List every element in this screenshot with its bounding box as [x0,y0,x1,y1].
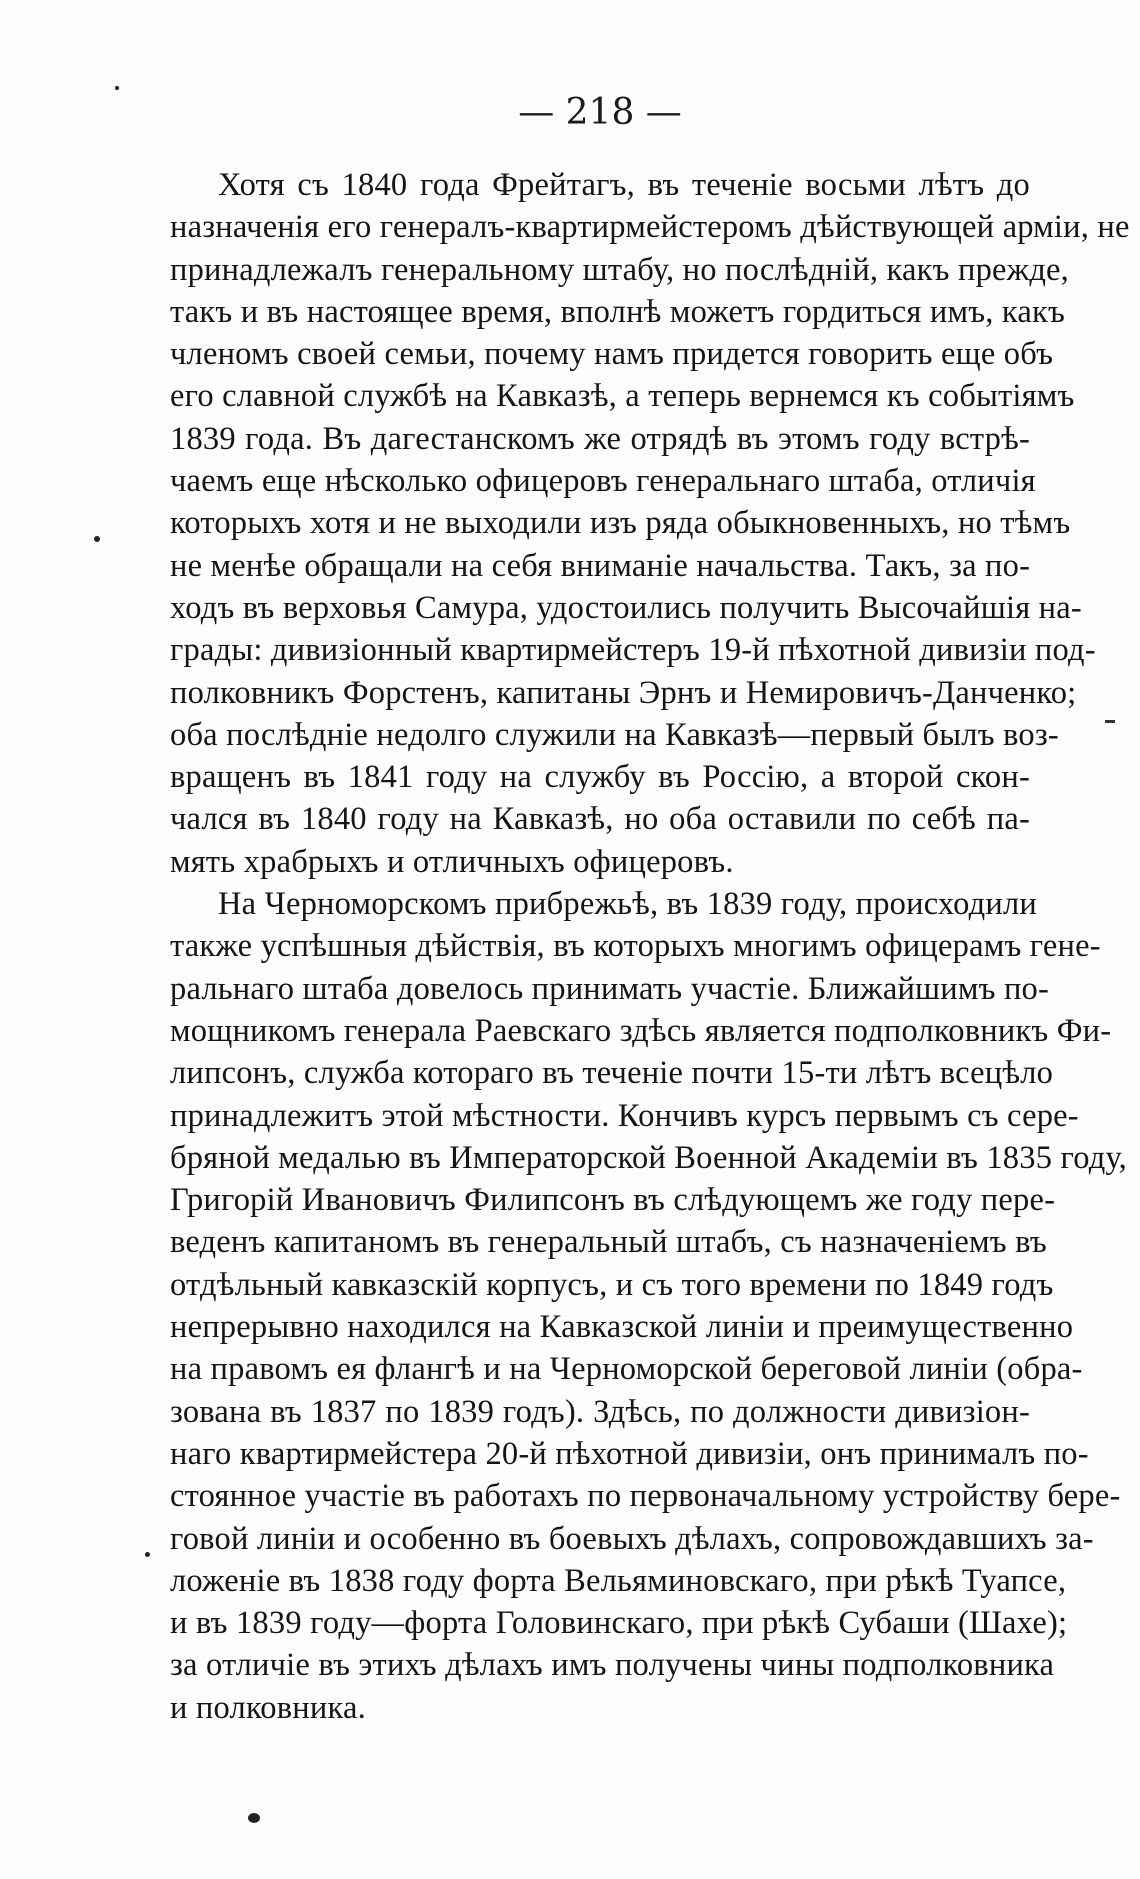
text-line: его славной службѣ на Кавказѣ, а теперь вернемся къ событіямъ [170,378,1075,415]
text-line: грады: дивизіонный квартирмейстеръ 19-й пѣхотной дивизіи под- [170,632,1096,669]
scan-mark [1105,720,1115,723]
text-line: 1839 года. Въ дагестанскомъ же отрядѣ въ этомъ году встрѣ- [170,420,1030,457]
text-line: На Черноморскомъ прибрежьѣ, въ 1839 году, происходили [218,886,1037,923]
text-line: такъ и въ настоящее время, вполнѣ можетъ гордиться имъ, какъ [170,293,1066,330]
text-line: чался въ 1840 году на Кавказѣ, но оба оставили по себѣ па- [170,801,1030,838]
text-line: полковникъ Форстенъ, капитаны Эрнъ и Немировичъ-Данченко; [170,674,1077,711]
text-line: зована въ 1837 по 1839 годъ). Здѣсь, по должности дивизіон- [170,1393,1030,1430]
text-line: непрерывно находился на Кавказской линіи и преимущественно [170,1309,1074,1346]
text-line: веденъ капитаномъ въ генеральный штабъ, съ назначеніемъ въ [170,1224,1047,1261]
text-line: членомъ своей семьи, почему намъ придется говорить еще объ [170,336,1054,373]
text-line: вращенъ въ 1841 году на службу въ Россію, а второй скон- [170,759,1030,796]
text-line: назначенія его генералъ-квартирмейстеромъ дѣйствующей арміи, не [170,209,1130,246]
text-line: мощникомъ генерала Раевскаго здѣсь является подполковникъ Фи- [170,1012,1112,1049]
text-line: чаемъ еще нѣсколько офицеровъ генеральнаго штаба, отличія [170,463,1036,500]
page-number: — 218 — [518,92,682,133]
text-line: Григорій Ивановичъ Филипсонъ въ слѣдующемъ же году пере- [170,1182,1056,1219]
text-line: принадлежитъ этой мѣстности. Кончивъ курсъ первымъ съ сере- [170,1097,1079,1134]
text-line: принадлежалъ генеральному штабу, но послѣдній, какъ прежде, [170,251,1070,288]
text-line: за отличіе въ этихъ дѣлахъ имъ получены чины подполковника [170,1647,1055,1684]
text-line: мять храбрыхъ и отличныхъ офицеровъ. [170,843,734,880]
text-line: стоянное участіе въ работахъ по первоначальному устройству бере- [170,1478,1121,1515]
text-line: которыхъ хотя и не выходили изъ ряда обыкновенныхъ, но тѣмъ [170,505,1071,542]
text-line: и въ 1839 году—форта Головинскаго, при рѣкѣ Субаши (Шахе); [170,1605,1068,1642]
text-line: ходъ въ верховья Самура, удостоились получить Высочайшія на- [170,589,1082,626]
text-line: на правомъ ея флангѣ и на Черноморской береговой линіи (обра- [170,1351,1083,1388]
text-line: ральнаго штаба довелось принимать участіе. Ближайшимъ по- [170,970,1050,1007]
text-line: ложеніе въ 1838 году форта Вельяминовскаго, при рѣкѣ Туапсе, [170,1562,1067,1599]
text-line: и полковника. [170,1689,366,1726]
text-line: не менѣе обращали на себя вниманіе начальства. Такъ, за по- [170,547,1031,584]
text-line: наго квартирмейстера 20-й пѣхотной дивизіи, онъ принималъ по- [170,1435,1089,1472]
text-line: оба послѣдніе недолго служили на Кавказѣ—первый былъ воз- [170,716,1059,753]
body-text [170,164,1130,1729]
text-line: говой линіи и особенно въ боевыхъ дѣлахъ, сопровождавшихъ за- [170,1520,1094,1557]
scan-speck [115,86,119,90]
text-line: также успѣшныя дѣйствія, въ которыхъ многимъ офицерамъ гене- [170,928,1101,965]
scan-speck [248,1813,260,1823]
text-line: липсонъ, служба котораго въ теченіе почти 15-ти лѣтъ всецѣло [170,1055,1054,1092]
text-line: Хотя съ 1840 года Фрейтагъ, въ теченіе восьми лѣтъ до [218,167,1030,203]
text-line: бряной медалью въ Императорской Военной Академіи въ 1835 году, [170,1139,1127,1176]
text-line: отдѣльный кавказскій корпусъ, и съ того времени по 1849 годъ [170,1266,1054,1303]
scan-speck [145,1552,150,1557]
scan-speck [94,536,100,542]
